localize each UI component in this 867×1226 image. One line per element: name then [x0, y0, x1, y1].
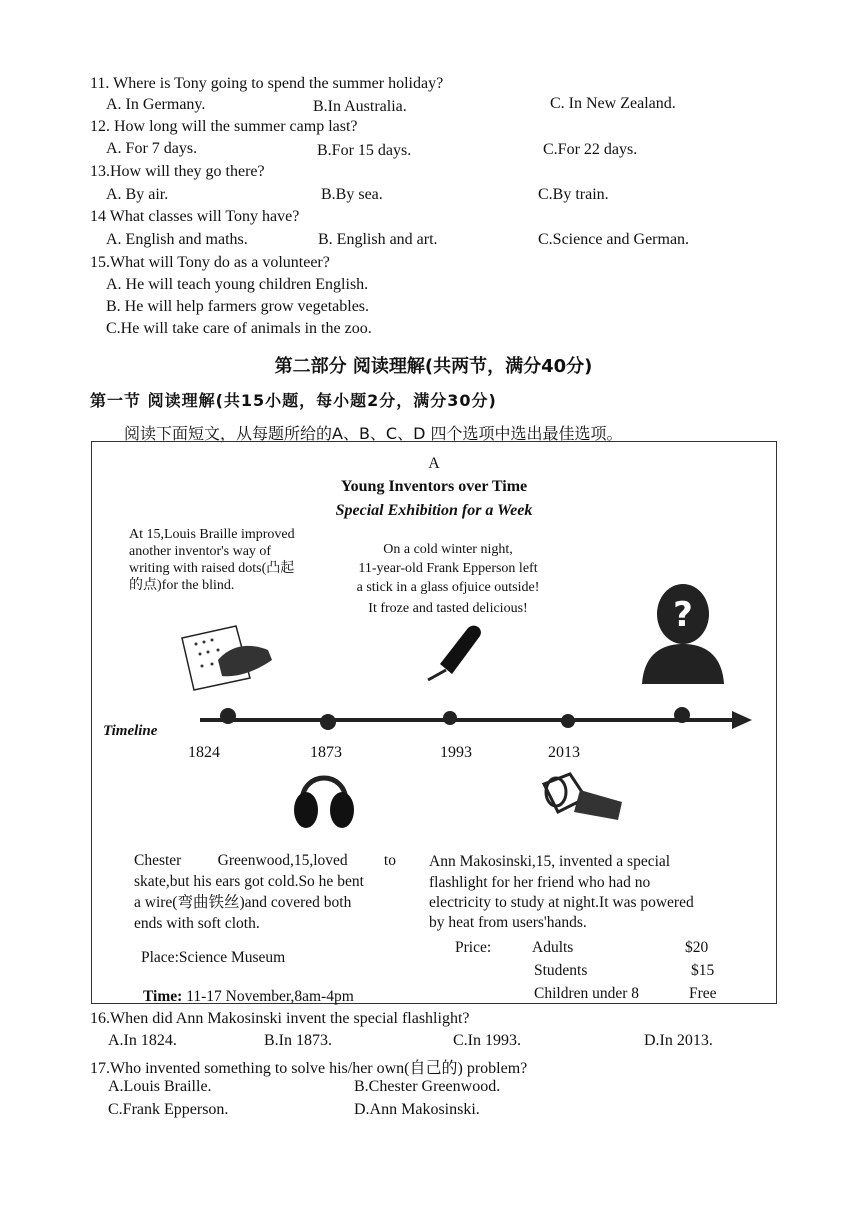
option-a: A.Louis Braille. — [108, 1078, 212, 1095]
text-line: ends with soft cloth. — [134, 915, 260, 932]
question-stem: 17.Who invented something to solve his/her own(自己的) problem? — [90, 1060, 528, 1077]
option-b: B.Chester Greenwood. — [354, 1078, 501, 1095]
instruction: 阅读下面短文，从每题所给的A、B、C、D 四个选项中选出最佳选项。 — [124, 424, 623, 443]
year-1824: 1824 — [188, 744, 220, 761]
price-who: Students — [534, 962, 588, 979]
text-line: writing with raised dots(凸起 — [129, 561, 295, 576]
text-line: Chester Greenwood,15,loved to — [134, 852, 396, 869]
time-value: 11-17 November,8am-4pm — [182, 988, 354, 1005]
text-line: skate,but his ears got cold.So he bent — [134, 873, 364, 890]
question-stem: 11. Where is Tony going to spend the summer holiday? — [90, 75, 444, 92]
section-one-title: 第一节 阅读理解(共15小题，每小题2分，满分30分) — [90, 391, 497, 410]
option-a: A. English and maths. — [106, 231, 248, 248]
text-line: another inventor's way of — [129, 544, 272, 559]
text-line: a stick in a glass ofjuice outside! — [356, 580, 540, 595]
option-b: B. He will help farmers grow vegetables. — [106, 298, 370, 315]
year-2013: 2013 — [548, 744, 580, 761]
option-b: B.For 15 days. — [317, 142, 412, 159]
text-line: 的点)for the blind. — [129, 578, 235, 593]
earmuffs-icon — [292, 762, 356, 832]
part-two-title: 第二部分 阅读理解(共两节，满分40分) — [274, 356, 593, 377]
flashlight-icon — [540, 768, 628, 828]
option-a: A.In 1824. — [108, 1032, 177, 1049]
option-c: C. In New Zealand. — [550, 95, 676, 112]
option-d: D.Ann Makosinski. — [354, 1101, 480, 1118]
option-a: A. He will teach young children English. — [106, 276, 369, 293]
option-b: B.By sea. — [321, 186, 383, 203]
place-info: Place:Science Museum — [141, 949, 286, 966]
price-label: Price: — [455, 939, 492, 956]
timeline-label: Timeline — [103, 723, 158, 739]
option-c: C.He will take care of animals in the zoo. — [106, 320, 372, 337]
price-cost: Free — [689, 985, 717, 1002]
text-line: a wire(弯曲铁丝)and covered both — [134, 894, 352, 911]
option-a: A. For 7 days. — [106, 140, 198, 157]
unknown-person-icon — [640, 578, 726, 686]
text-line: Ann Makosinski,15, invented a special — [429, 853, 671, 870]
passage-subtitle: Special Exhibition for a Week — [335, 502, 533, 519]
price-cost: $15 — [691, 962, 715, 979]
question-stem: 12. How long will the summer camp last? — [90, 118, 358, 135]
option-b: B. English and art. — [318, 231, 438, 248]
option-c: C.By train. — [538, 186, 609, 203]
question-stem: 13.How will they go there? — [90, 163, 265, 180]
time-label: Time: — [143, 988, 183, 1005]
option-c: C.In 1993. — [453, 1032, 521, 1049]
year-1993: 1993 — [440, 744, 472, 761]
option-c: C.Frank Epperson. — [108, 1101, 229, 1118]
text-line: It froze and tasted delicious! — [368, 601, 528, 616]
question-stem: 16.When did Ann Makosinski invent the special flashlight? — [90, 1010, 470, 1027]
popsicle-icon — [418, 620, 488, 682]
price-cost: $20 — [685, 939, 709, 956]
svg-text:?: ? — [673, 595, 693, 635]
option-c: C.For 22 days. — [543, 141, 638, 158]
question-stem: 14 What classes will Tony have? — [90, 208, 300, 225]
option-c: C.Science and German. — [538, 231, 690, 248]
braille-paper-icon — [178, 622, 278, 694]
text-line: At 15,Louis Braille improved — [129, 527, 295, 542]
text-line: electricity to study at night.It was powered — [429, 894, 694, 911]
question-stem: 15.What will Tony do as a volunteer? — [90, 254, 330, 271]
year-1873: 1873 — [310, 744, 342, 761]
text-line: 11-year-old Frank Epperson left — [358, 561, 538, 576]
time-info — [143, 986, 354, 1007]
price-who: Children under 8 — [534, 985, 640, 1002]
passage-title: Young Inventors over Time — [340, 478, 528, 495]
option-b: B.In Australia. — [313, 98, 407, 115]
option-b: B.In 1873. — [264, 1032, 332, 1049]
option-d: D.In 2013. — [644, 1032, 713, 1049]
option-a: A. In Germany. — [106, 96, 206, 113]
price-who: Adults — [532, 939, 574, 956]
timeline-axis — [196, 706, 756, 736]
text-line: flashlight for her friend who had no — [429, 874, 651, 891]
option-a: A. By air. — [106, 186, 169, 203]
passage-letter: A — [428, 455, 440, 472]
text-line: by heat from users'hands. — [429, 914, 587, 931]
text-line: On a cold winter night, — [383, 542, 513, 557]
